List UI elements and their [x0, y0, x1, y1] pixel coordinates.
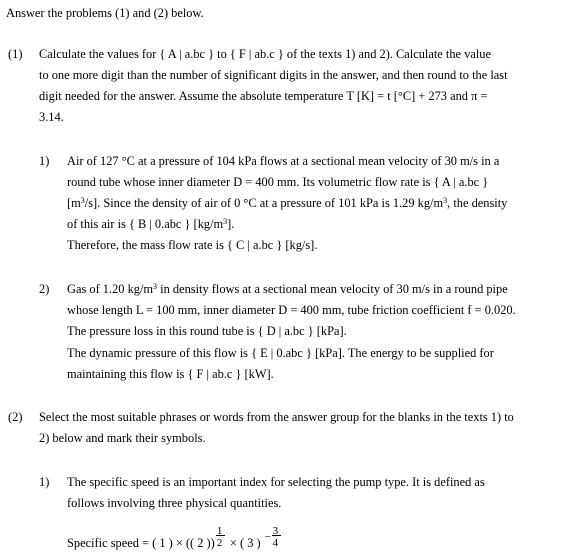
problem-1-line-3: digit needed for the answer. Assume the absolute temperature T [K] = t [°C] + 273 and π =: [39, 89, 488, 103]
problem-1-sub-1-line-1: Air of 127 °C at a pressure of 104 kPa flows at a sectional mean velocity of 30 m/s in a: [67, 154, 500, 168]
exponent-negative-three-quarters: − 3 4: [271, 533, 283, 554]
formula-part-b: × ( 3 ): [226, 536, 261, 550]
problem-1-line-4: 3.14.: [39, 110, 64, 124]
intro-text: Answer the problems (1) and (2) below.: [6, 6, 204, 20]
problem-1-sub-2-line-2: whose length L = 100 mm, inner diameter D = 400 mm, tube friction coefficient f = 0.020.: [67, 303, 516, 317]
problem-2-line-2: 2) below and mark their symbols.: [39, 431, 206, 445]
problem-1-number: (1): [8, 47, 23, 61]
exponent-one-half: 1 2: [215, 533, 227, 554]
problem-2-sub-1-line-2: follows involving three physical quantities.: [67, 496, 282, 510]
problem-2-number: (2): [8, 410, 23, 424]
problem-1-line-1: Calculate the values for { A | a.bc } to { F | ab.c } of the texts 1) and 2). Calculate the value: [39, 47, 491, 61]
problem-1-sub-1-line-3: $[m^3/s]$. Since the density of air of 0 °C at a pressure of 101 kPa is 1.29 $kg/m^3$, the density: [67, 196, 508, 210]
problem-1-sub-2-line-3: The pressure loss in this round tube is { D | a.bc } [kPa].: [67, 324, 347, 338]
problem-1-sub-2-line-1: Gas of 1.20 $kg/m^3$ in density flows at a sectional mean velocity of 30 m/s in a round pipe: [67, 282, 508, 296]
problem-2-line-1: Select the most suitable phrases or words from the answer group for the blanks in the texts 1) to: [39, 410, 514, 424]
problem-1-sub-1-line-2: round tube whose inner diameter D = 400 mm. Its volumetric flow rate is { A | a.bc }: [67, 175, 489, 189]
formula-part-a: Specific speed = ( 1 ) × (( 2 )): [67, 536, 215, 550]
problem-2-sub-1-number: 1): [39, 475, 50, 489]
problem-1-sub-2-line-4: The dynamic pressure of this flow is { E | 0.abc } [kPa]. The energy to be supplied for: [67, 346, 494, 360]
problem-1-sub-1-line-5: Therefore, the mass flow rate is { C | a.bc } [kg/s].: [67, 238, 318, 252]
problem-1-sub-2-number: 2): [39, 282, 50, 296]
problem-1-line-2: to one more digit than the number of significant digits in the answer, and then round to the last: [39, 68, 508, 82]
problem-2-sub-1-line-1: The specific speed is an important index for selecting the pump type. It is defined as: [67, 475, 485, 489]
specific-speed-formula: [67, 525, 283, 554]
problem-1-sub-1-line-4: of this air is { B | 0.abc } $[kg/m^3]$.: [67, 217, 235, 231]
problem-1-sub-1-number: 1): [39, 154, 50, 168]
problem-1-sub-2-line-5: maintaining this flow is { F | ab.c } [kW].: [67, 367, 274, 381]
